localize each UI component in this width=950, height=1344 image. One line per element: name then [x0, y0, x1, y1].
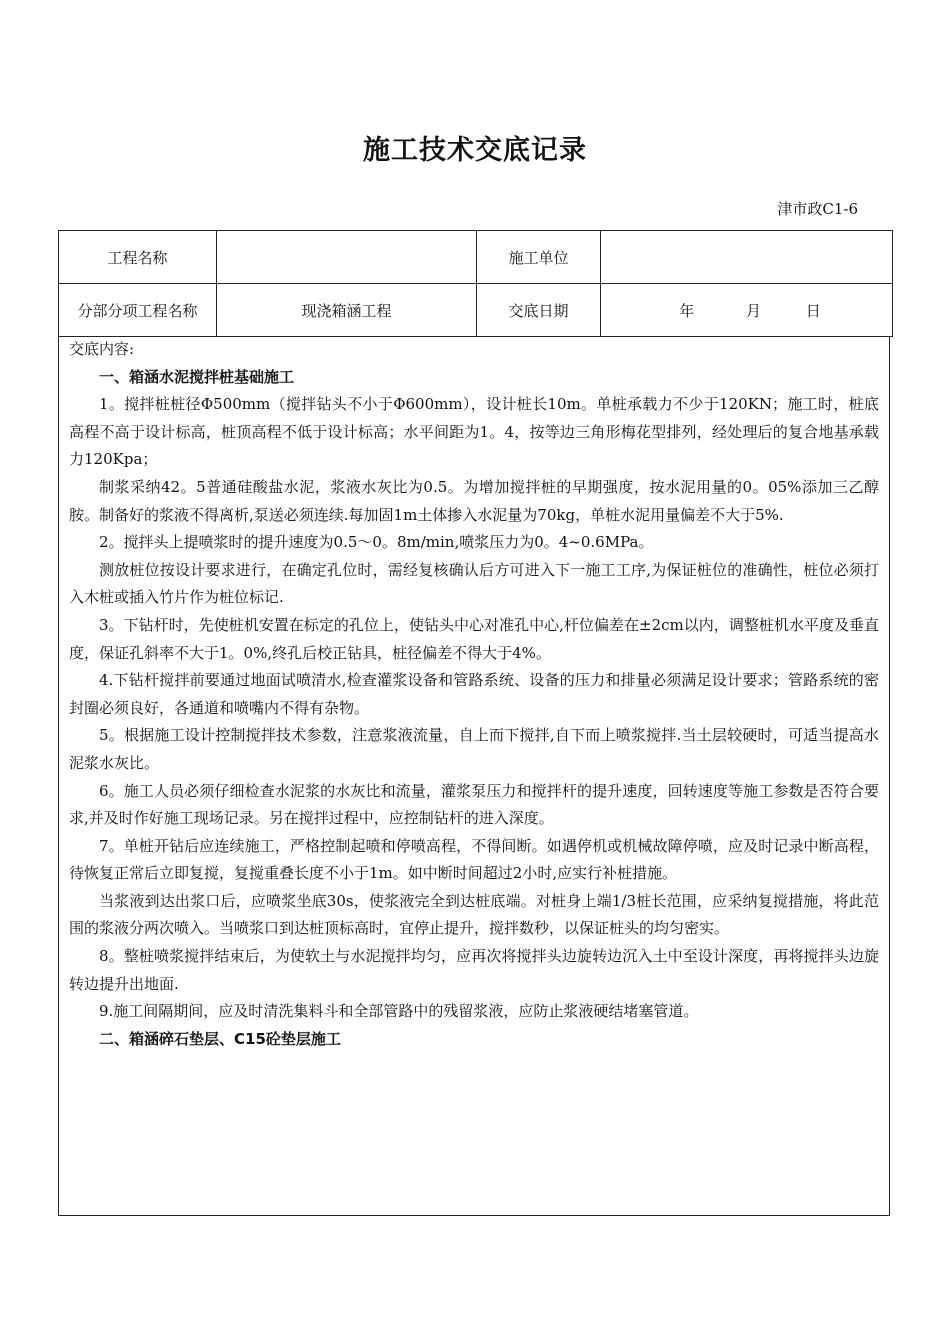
paragraph: 当浆液到达出浆口后，应喷浆坐底30s，使浆液完全到达桩底端。对桩身上端1/3桩长范围，应采纳复搅措施，将此范围的浆液分两次喷入。当喷浆口到达桩顶标高时，宜停止提升，搅拌数秒，以保证桩头的均匀密实。 — [69, 891, 879, 938]
project-name-value[interactable] — [217, 231, 477, 284]
date-day: 日 — [805, 301, 821, 320]
paragraph: 测放桩位按设计要求进行，在确定孔位时，需经复核确认后方可进入下一施工工序,为保证桩位的准确性，桩位必须打入木桩或插入竹片作为桩位标记. — [69, 560, 879, 607]
construction-unit-value[interactable] — [601, 231, 893, 284]
paragraph: 7。单桩开钻后应连续施工，严格控制起喷和停喷高程，不得间断。如遇停机或机械故障停喷，应及时记录中断高程，待恢复正常后立即复搅，复搅重叠长度不小于1m。如中断时间超过2小时,应实行补桩措施。 — [69, 836, 879, 883]
paragraph: 2。搅拌头上提喷浆时的提升速度为0.5～0。8m/min,喷浆压力为0。4~0.6MPa。 — [99, 533, 654, 552]
form-code: 津市政C1-6 — [777, 200, 858, 218]
construction-unit-label: 施工单位 — [477, 231, 601, 284]
paragraph: 3。下钻杆时，先使桩机安置在标定的孔位上，使钻头中心对准孔中心,杆位偏差在±2cm以内，调整桩机水平度及垂直度，保证孔斜率不大于1。0%,终孔后校正钻具，桩径偏差不得大于4%。 — [69, 615, 879, 662]
subproject-label: 分部分项工程名称 — [59, 284, 217, 337]
paragraph: 4.下钻杆搅拌前要通过地面试喷清水,检查灌浆设备和管路系统、设备的压力和排量必须满足设计要求；管路系统的密封圈必须良好，各通道和喷嘴内不得有杂物。 — [69, 671, 879, 717]
paragraph: 制浆采纳42。5普通硅酸盐水泥，浆液水灰比为0.5。为增加搅拌桩的早期强度，按水泥用量的0。05%添加三乙醇胺。制备好的浆液不得离析,泵送必须连续.每加固1m土体掺入水泥量为70kg，单桩水泥用量偏差不大于5%. — [69, 477, 879, 524]
section-heading-2: 二、箱涵碎石垫层、C15砼垫层施工 — [99, 1029, 341, 1048]
date-value[interactable] — [601, 284, 893, 337]
date-month: 月 — [745, 301, 761, 320]
date-label: 交底日期 — [477, 284, 601, 337]
subproject-value[interactable]: 现浇箱涵工程 — [217, 284, 477, 337]
content-label: 交底内容: — [69, 340, 135, 358]
paragraph: 8。整桩喷浆搅拌结束后，为使软土与水泥搅拌均匀，应再次将搅拌头边旋转边沉入土中至设计深度，再将搅拌头边旋转边提升出地面. — [69, 947, 879, 993]
paragraph: 1。搅拌桩桩径Φ500mm（搅拌钻头不小于Φ600mm），设计桩长10m。单桩承载力不少于120KN；施工时，桩底高程不高于设计标高，桩顶高程不低于设计标高；水平间距为1。4，按等边三角形梅花型排列，经处理后的复合地基承载力120Kpa； — [69, 395, 879, 469]
date-year: 年 — [679, 301, 695, 320]
paragraph: 9.施工间隔期间，应及时清洗集料斗和全部管路中的残留浆液，应防止浆液硬结堵塞管道。 — [99, 1002, 699, 1021]
section-heading-1: 一、箱涵水泥搅拌桩基础施工 — [99, 367, 295, 386]
header-row-project — [59, 231, 893, 284]
header-row-subproject — [59, 284, 893, 337]
content-box — [58, 336, 890, 1216]
page-title: 施工技术交底记录 — [363, 135, 587, 166]
project-name-label: 工程名称 — [59, 231, 217, 284]
paragraph: 5。根据施工设计控制搅拌技术参数，注意浆液流量，自上而下搅拌,自下而上喷浆搅拌.当土层较硬时，可适当提高水泥浆水灰比。 — [69, 726, 879, 772]
header-table — [58, 230, 893, 337]
paragraph: 6。施工人员必须仔细检查水泥浆的水灰比和流量，灌浆泵压力和搅拌杆的提升速度，回转速度等施工参数是否符合要求,并及时作好施工现场记录。另在搅拌过程中，应控制钻杆的进入深度。 — [69, 781, 879, 828]
